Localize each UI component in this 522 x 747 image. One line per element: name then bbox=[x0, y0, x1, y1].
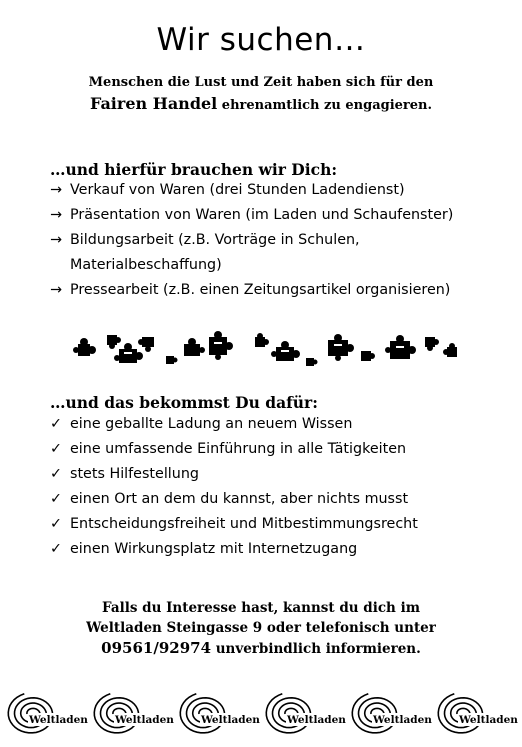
checkmark-icon: ✓ bbox=[50, 466, 62, 482]
list-item bbox=[50, 437, 418, 462]
checkmark-icon: ✓ bbox=[50, 516, 62, 532]
puzzle-pieces-decoration bbox=[70, 326, 465, 372]
puzzle-icon bbox=[328, 334, 354, 361]
checkmark-icon: ✓ bbox=[50, 441, 62, 457]
puzzle-icon bbox=[184, 338, 205, 356]
logo-text: Weltladen bbox=[29, 714, 88, 726]
puzzle-icon bbox=[255, 333, 269, 347]
list-item bbox=[50, 512, 418, 537]
list-item-text: einen Wirkungsplatz mit Internetzugang bbox=[70, 541, 358, 557]
list-item bbox=[50, 537, 418, 562]
weltladen-logo bbox=[180, 694, 260, 733]
list-item-text: stets Hilfestellung bbox=[70, 466, 199, 482]
weltladen-logo bbox=[8, 694, 88, 733]
list-item-continuation bbox=[50, 253, 453, 278]
list-item bbox=[50, 412, 418, 437]
list-item bbox=[50, 462, 418, 487]
list-item-text: einen Ort an dem du kannst, aber nichts musst bbox=[70, 491, 409, 507]
contact-info bbox=[0, 598, 522, 659]
footer-line-3 bbox=[0, 638, 522, 659]
puzzle-icon bbox=[209, 331, 233, 360]
weltladen-logo bbox=[266, 694, 346, 733]
puzzle-icon bbox=[107, 335, 121, 349]
list-item-text: Verkauf von Waren (drei Stunden Ladendienst) bbox=[70, 182, 405, 198]
list-item bbox=[50, 178, 453, 203]
list-item bbox=[50, 278, 453, 303]
section2-heading: …und das bekommst Du dafür: bbox=[50, 393, 318, 412]
list-item bbox=[50, 228, 453, 253]
puzzle-icon bbox=[166, 356, 178, 364]
section2-list bbox=[50, 412, 418, 562]
list-item bbox=[50, 487, 418, 512]
arrow-icon: → bbox=[50, 282, 62, 298]
logo-text: Weltladen bbox=[373, 714, 432, 726]
logo-text: Weltladen bbox=[287, 714, 346, 726]
arrow-icon: → bbox=[50, 232, 62, 248]
puzzle-icon bbox=[425, 337, 439, 351]
arrow-icon: → bbox=[50, 207, 62, 223]
intro-line-2 bbox=[0, 93, 522, 116]
list-item-text: eine geballte Ladung an neuem Wissen bbox=[70, 416, 353, 432]
arrow-icon: → bbox=[50, 182, 62, 198]
checkmark-icon: ✓ bbox=[50, 541, 62, 557]
puzzle-icon bbox=[138, 337, 154, 352]
list-item-text: Bildungsarbeit (z.B. Vorträge in Schulen, bbox=[70, 232, 360, 248]
section1-list bbox=[50, 178, 453, 303]
puzzle-icon bbox=[306, 358, 318, 366]
intro-emphasis: Fairen Handel bbox=[89, 94, 218, 113]
puzzle-icon bbox=[73, 338, 96, 356]
footer-line-2: Weltladen Steingasse 9 oder telefonisch unter bbox=[86, 620, 436, 636]
footer-line-3-rest: unverbindlich informieren. bbox=[211, 641, 421, 657]
section1-heading: …und hierfür brauchen wir Dich: bbox=[50, 160, 338, 179]
weltladen-logo bbox=[438, 694, 518, 733]
list-item-text: eine umfassende Einführung in alle Tätigkeiten bbox=[70, 441, 407, 457]
intro-text bbox=[0, 72, 522, 116]
puzzle-icon bbox=[361, 351, 375, 361]
phone-number: 09561/92974 bbox=[101, 639, 212, 657]
list-item-text: Präsentation von Waren (im Laden und Schaufenster) bbox=[70, 207, 454, 223]
list-item-text: Pressearbeit (z.B. einen Zeitungsartikel organisieren) bbox=[70, 282, 451, 298]
list-item bbox=[50, 203, 453, 228]
list-item-text: Entscheidungsfreiheit und Mitbestimmungsrecht bbox=[70, 516, 418, 532]
list-item-text: Materialbeschaffung) bbox=[70, 257, 222, 273]
intro-line-1: Menschen die Lust und Zeit haben sich für den bbox=[88, 75, 434, 90]
weltladen-logo-row bbox=[0, 685, 522, 740]
intro-line-2-rest: ehrenamtlich zu engagieren. bbox=[217, 98, 433, 113]
logo-text: Weltladen bbox=[115, 714, 174, 726]
page-title: Wir suchen… bbox=[156, 22, 366, 58]
checkmark-icon: ✓ bbox=[50, 491, 62, 507]
weltladen-logo bbox=[352, 694, 432, 733]
weltladen-logo bbox=[94, 694, 174, 733]
logo-text: Weltladen bbox=[201, 714, 260, 726]
puzzle-icon bbox=[443, 343, 457, 357]
logo-text: Weltladen bbox=[459, 714, 518, 726]
checkmark-icon: ✓ bbox=[50, 416, 62, 432]
footer-line-1: Falls du Interesse hast, kannst du dich im bbox=[102, 600, 420, 616]
